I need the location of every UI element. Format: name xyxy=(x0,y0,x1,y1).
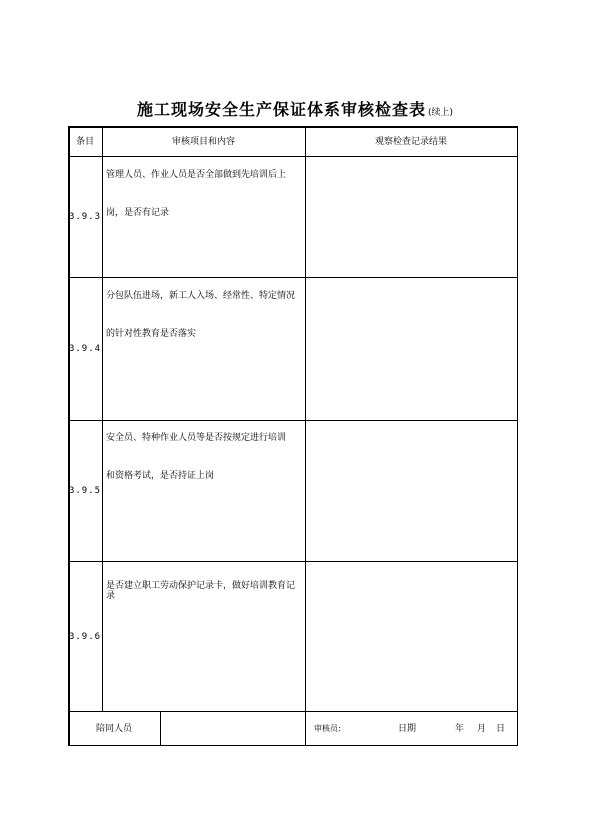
day-label: 日 xyxy=(496,724,506,734)
observation-cell[interactable] xyxy=(306,562,516,711)
audit-item-text xyxy=(102,290,302,340)
page-title xyxy=(0,97,590,120)
accompany-field[interactable] xyxy=(161,712,305,745)
item-number: 3.9.5 xyxy=(68,486,102,496)
audit-item-text xyxy=(102,581,302,601)
audit-item-line: 分包队伍进场，新工人入场、经常性、特定情况 xyxy=(106,291,296,301)
observation-cell[interactable] xyxy=(306,421,516,561)
observation-cell[interactable] xyxy=(306,157,516,277)
audit-item-line: 和资格考试，是否持证上岗 xyxy=(106,471,215,481)
header-observation-result: 观察检查记录结果 xyxy=(374,136,447,147)
audit-item-text xyxy=(102,169,302,219)
audit-item-line: 安全员、特种作业人员等是否按规定进行培训 xyxy=(106,433,287,443)
date-label: 日期 xyxy=(398,724,417,734)
year-label: 年 xyxy=(455,724,465,734)
audit-item-line: 的针对性教育是否落实 xyxy=(106,329,197,339)
reviewer-label: 审核员: xyxy=(314,724,341,733)
audit-item-line: 管理人员、作业人员是否全部做到先培训后上 xyxy=(106,170,287,180)
audit-item-text xyxy=(102,432,302,482)
title-main: 施工现场安全生产保证体系审核检查表 xyxy=(136,100,426,119)
accompany-label: 陪同人员 xyxy=(95,723,132,734)
item-number: 3.9.4 xyxy=(68,344,102,354)
audit-item-line: 岗，是否有记录 xyxy=(106,208,170,218)
audit-table xyxy=(68,126,518,746)
item-number: 3.9.3 xyxy=(68,212,102,222)
header-item-number: 条目 xyxy=(75,136,94,147)
title-suffix: (续上) xyxy=(427,108,454,118)
month-label: 月 xyxy=(477,724,487,734)
audit-item-line: 是否建立职工劳动保护记录卡，做好培训教育记录 xyxy=(106,581,296,601)
table-border-right xyxy=(517,126,519,746)
item-number: 3.9.6 xyxy=(68,631,102,642)
header-audit-content: 审核项目和内容 xyxy=(171,136,235,147)
observation-cell[interactable] xyxy=(306,278,516,420)
